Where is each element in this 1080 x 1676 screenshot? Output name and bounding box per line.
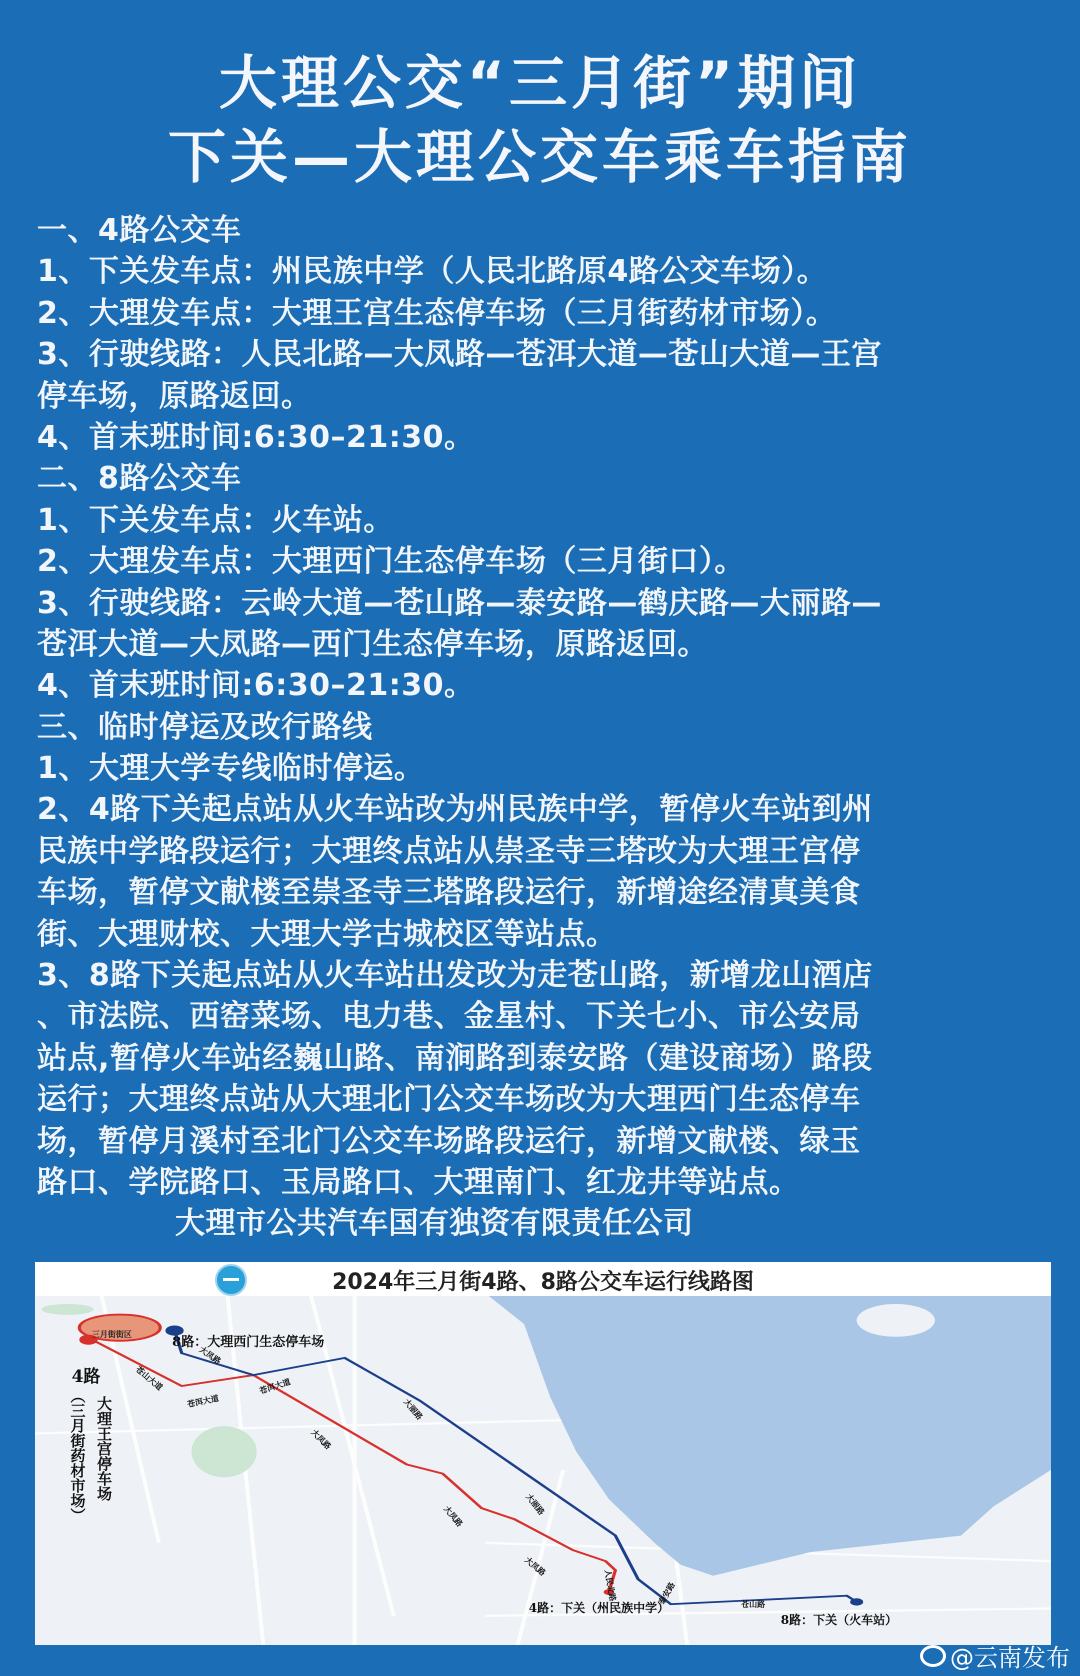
text-line: 3、8路下关起点站从火车站出发改为走苍山路，新增龙山酒店: [37, 958, 873, 994]
text-line: 三、临时停运及改行路线: [37, 709, 373, 745]
text-line: 苍洱大道—大凤路—西门生态停车场，原路返回。: [37, 626, 708, 662]
page-title-line2: 下关—大理公交车乘车指南: [167, 123, 912, 191]
weibo-icon: [920, 1645, 946, 1667]
road-label: 苍洱大道: [257, 1376, 292, 1396]
weibo-watermark: [920, 1638, 1070, 1673]
map-graphic: [35, 1262, 1051, 1645]
road-label: 大凤路: [197, 1345, 222, 1367]
guide-text: [37, 210, 1057, 1245]
text-line: 、市法院、西窑菜场、电力巷、金星村、下关七小、市公安局: [37, 999, 861, 1035]
text-line: 1、下关发车点：火车站。: [37, 502, 394, 538]
road-label: 苍洱大道: [186, 1393, 220, 1410]
text-line: 二、8路公交车: [37, 461, 242, 497]
district-label: 三月街街区: [91, 1329, 132, 1340]
text-line: 一、4路公交车: [37, 213, 242, 248]
text-line: 4、首末班时间:6:30–21:30。: [37, 419, 475, 455]
watermark-text: @云南发布: [950, 1644, 1070, 1672]
route-4-label: 4路: [71, 1366, 101, 1387]
page-title-line1: 大理公交“三月街”期间: [218, 49, 862, 117]
text-line: 3、行驶线路：云岭大道—苍山路—泰安路—鹤庆路—大丽路—: [37, 585, 882, 621]
route-4-south-stop: 4路：下关（州民族中学）: [528, 1601, 670, 1616]
text-line: 运行；大理终点站从大理北门公交车场改为大理西门生态停车: [37, 1082, 861, 1118]
route-4-line: [88, 1340, 615, 1592]
route-8-south-stop: 8路：下关（火车站）: [780, 1612, 898, 1627]
route-8-south-dot: [850, 1598, 863, 1605]
map-header: [35, 1262, 1051, 1296]
text-line: 街、大理财校、大理大学古城校区等站点。: [37, 916, 617, 952]
text-line: 站点,暂停火车站经巍山路、南涧路到泰安路（建设商场）路段: [37, 1040, 873, 1076]
road-label: 苍山大道: [133, 1364, 164, 1393]
text-line: 停车场，原路返回。: [37, 378, 312, 414]
text-line: 2、4路下关起点站从火车站改为州民族中学，暂停火车站到州: [37, 792, 873, 828]
road-label: 泰安路: [656, 1580, 677, 1606]
road-label: 大凤路: [522, 1555, 547, 1578]
text-line: 场，暂停月溪村至北门公交车场路段运行，新增文献楼、绿玉: [37, 1123, 861, 1159]
text-line: 2、大理发车点：大理王宫生态停车场（三月街药材市场）。: [37, 295, 837, 331]
route-4-north-stop: 大理王宫停车场: [94, 1396, 113, 1502]
text-line: 3、行驶线路：人民北路—大凤路—苍洱大道—苍山大道—王宫: [37, 337, 882, 373]
map-title: 2024年三月街4路、8路公交车运行线路图: [332, 1270, 754, 1295]
route-8-north-stop: 8路：大理西门生态停车场: [172, 1334, 325, 1350]
text-line: 民族中学路段运行；大理终点站从崇圣寺三塔改为大理王宫停: [37, 833, 861, 869]
text-line: 1、大理大学专线临时停运。: [37, 751, 425, 787]
company-signature: 大理市公共汽车国有独资有限责任公司: [175, 1206, 694, 1242]
road-label: 大丽路: [523, 1492, 546, 1518]
text-line: 车场，暂停文献楼至崇圣寺三塔路段运行，新增途经清真美食: [37, 875, 861, 911]
text-line: 4、首末班时间:6:30–21:30。: [37, 668, 475, 704]
route-4-north-stop-note: （三月街药材市场）: [68, 1388, 87, 1524]
road-label: 苍山路: [741, 1600, 766, 1610]
text-line: 路口、学院路口、玉局路口、大理南门、红龙井等站点。: [37, 1164, 800, 1200]
erhai-lake: [446, 1262, 1051, 1576]
text-line: 2、大理发车点：大理西门生态停车场（三月街口）。: [37, 544, 745, 580]
road-label: 大丽路: [401, 1397, 424, 1422]
road-label: 大凤路: [309, 1428, 333, 1452]
route-map: [35, 1262, 1051, 1645]
road-label: 大凤路: [442, 1504, 465, 1529]
text-line: 1、下关发车点：州民族中学（人民北路原4路公交车场）。: [37, 254, 828, 290]
road-label: 人民北路: [602, 1568, 618, 1602]
